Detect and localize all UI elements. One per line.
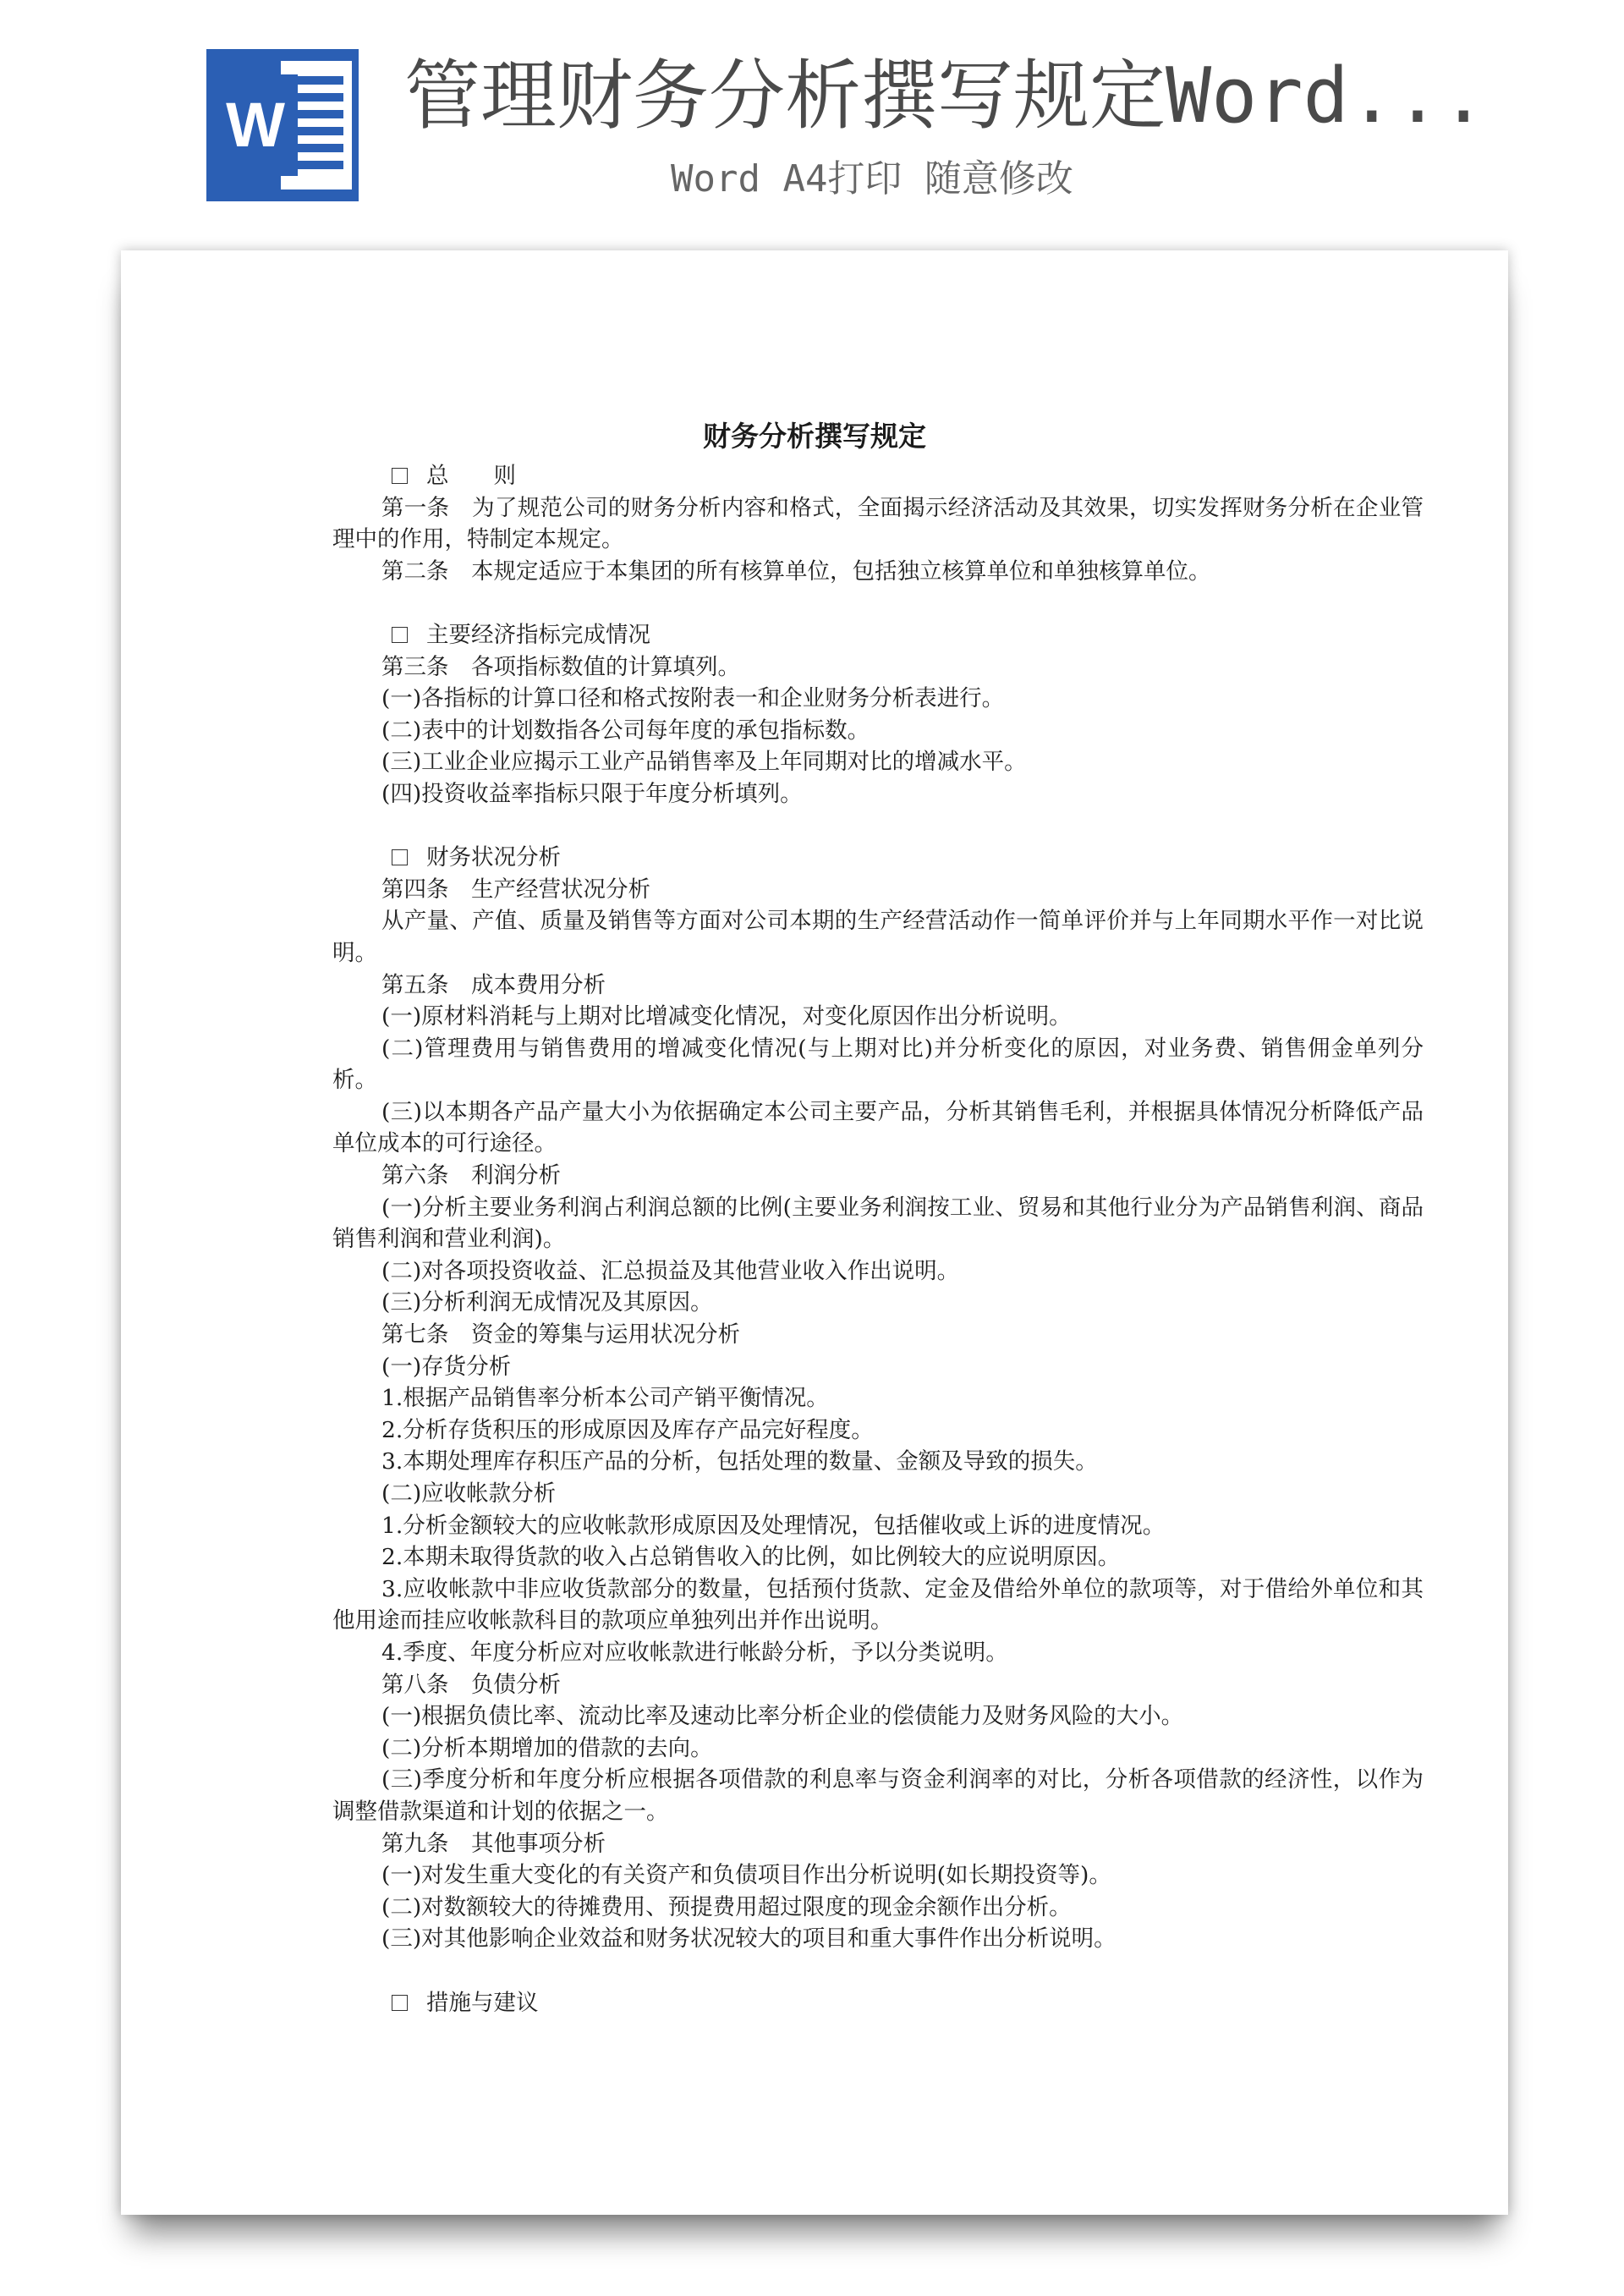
paragraph: (一)分析主要业务利润占利润总额的比例(主要业务利润按工业、贸易和其他行业分为产品销售利润、商品销售利润和营业利润)。 bbox=[332, 1194, 1424, 1253]
document-title: 财务分析撰写规定 bbox=[703, 420, 926, 453]
paragraph: (三)分析利润无成情况及其原因。 bbox=[381, 1289, 713, 1316]
paragraph: 3.本期处理库存积压产品的分析，包括处理的数量、金额及导致的损失。 bbox=[381, 1448, 1098, 1475]
section-heading bbox=[332, 619, 1424, 651]
paragraph: (一)根据负债比率、流动比率及速动比率分析企业的偿债能力及财务风险的大小。 bbox=[381, 1703, 1184, 1730]
paragraph: (三)季度分析和年度分析应根据各项借款的利息率与资金利润率的对比，分析各项借款的经济性，以作为调整借款渠道和计划的依据之一。 bbox=[332, 1766, 1424, 1825]
checkbox-bullet-icon bbox=[392, 1995, 408, 2011]
paragraph: 第三条 各项指标数值的计算填列。 bbox=[381, 653, 740, 680]
section-heading-text: 主要经济指标完成情况 bbox=[426, 621, 650, 648]
paragraph: 第九条 其他事项分析 bbox=[381, 1830, 606, 1857]
word-document-icon bbox=[206, 49, 359, 201]
section-heading bbox=[332, 1987, 1424, 2019]
paragraph: (二)应收帐款分析 bbox=[381, 1480, 557, 1507]
header-title: 管理财务分析撰写规定Word... bbox=[404, 52, 1487, 140]
header-subtitle: Word A4打印 随意修改 bbox=[671, 157, 1073, 200]
paragraph: 第四条 生产经营状况分析 bbox=[381, 876, 650, 903]
paragraph: 第七条 资金的筹集与运用状况分析 bbox=[381, 1321, 740, 1348]
paragraph: (一)对发生重大变化的有关资产和负债项目作出分析说明(如长期投资等)。 bbox=[381, 1862, 1111, 1889]
paragraph: 2.分析存货积压的形成原因及库存产品完好程度。 bbox=[381, 1416, 874, 1443]
paragraph: 1.分析金额较大的应收帐款形成原因及处理情况，包括催收或上诉的进度情况。 bbox=[381, 1512, 1166, 1539]
section-heading bbox=[332, 460, 1424, 492]
word-icon-letter: W bbox=[226, 90, 285, 160]
paragraph: 第六条 利润分析 bbox=[381, 1162, 561, 1189]
paragraph: (一)各指标的计算口径和格式按附表一和企业财务分析表进行。 bbox=[381, 685, 1005, 712]
paragraph: 4.季度、年度分析应对应收帐款进行帐龄分析，予以分类说明。 bbox=[381, 1639, 1008, 1666]
section-heading bbox=[332, 842, 1424, 874]
paragraph: 1.根据产品销售率分析本公司产销平衡情况。 bbox=[381, 1385, 829, 1412]
document-body bbox=[332, 460, 1424, 2019]
paragraph: 第一条 为了规范公司的财务分析内容和格式，全面揭示经济活动及其效果，切实发挥财务分析在企业管理中的作用，特制定本规定。 bbox=[332, 494, 1424, 553]
checkbox-bullet-icon bbox=[392, 627, 408, 643]
checkbox-bullet-icon bbox=[392, 468, 408, 484]
paragraph: 2.本期未取得货款的收入占总销售收入的比例，如比例较大的应说明原因。 bbox=[381, 1544, 1121, 1571]
paragraph: 第五条 成本费用分析 bbox=[381, 971, 606, 998]
paragraph: (二)对数额较大的待摊费用、预提费用超过限度的现金余额作出分析。 bbox=[381, 1893, 1072, 1920]
paragraph: 3.应收帐款中非应收货款部分的数量，包括预付货款、定金及借给外单位的款项等，对于借给外单位和其他用途而挂应收帐款科目的款项应单独列出并作出说明。 bbox=[332, 1575, 1424, 1634]
paragraph: (三)以本期各产品产量大小为依据确定本公司主要产品，分析其销售毛利，并根据具体情况分析降低产品单位成本的可行途径。 bbox=[332, 1098, 1424, 1157]
paragraph: (二)对各项投资收益、汇总损益及其他营业收入作出说明。 bbox=[381, 1257, 960, 1284]
paragraph: (一)原材料消耗与上期对比增减变化情况，对变化原因作出分析说明。 bbox=[381, 1003, 1072, 1030]
paragraph: (二)管理费用与销售费用的增减变化情况(与上期对比)并分析变化的原因，对业务费、销售佣金单列分析。 bbox=[332, 1035, 1424, 1094]
paragraph: (一)存货分析 bbox=[381, 1353, 512, 1380]
section-heading-text: 总 则 bbox=[426, 463, 516, 489]
paragraph: 第二条 本规定适应于本集团的所有核算单位，包括独立核算单位和单独核算单位。 bbox=[381, 558, 1211, 585]
paragraph: (三)工业企业应揭示工业产品销售率及上年同期对比的增减水平。 bbox=[381, 749, 1027, 776]
paragraph: (二)表中的计划数指各公司每年度的承包指标数。 bbox=[381, 717, 870, 744]
page-header bbox=[0, 0, 1624, 237]
paragraph: (三)对其他影响企业效益和财务状况较大的项目和重大事件作出分析说明。 bbox=[381, 1925, 1116, 1953]
paragraph: (二)分析本期增加的借款的去向。 bbox=[381, 1734, 713, 1761]
document-page bbox=[121, 250, 1508, 2215]
section-heading-text: 措施与建议 bbox=[426, 1989, 539, 2016]
section-heading-text: 财务状况分析 bbox=[426, 844, 561, 871]
paragraph: 第八条 负债分析 bbox=[381, 1671, 561, 1698]
checkbox-bullet-icon bbox=[392, 849, 408, 865]
paragraph: (四)投资收益率指标只限于年度分析填列。 bbox=[381, 780, 803, 807]
paragraph: 从产量、产值、质量及销售等方面对公司本期的生产经营活动作一简单评价并与上年同期水平作一对比说明。 bbox=[332, 908, 1424, 966]
